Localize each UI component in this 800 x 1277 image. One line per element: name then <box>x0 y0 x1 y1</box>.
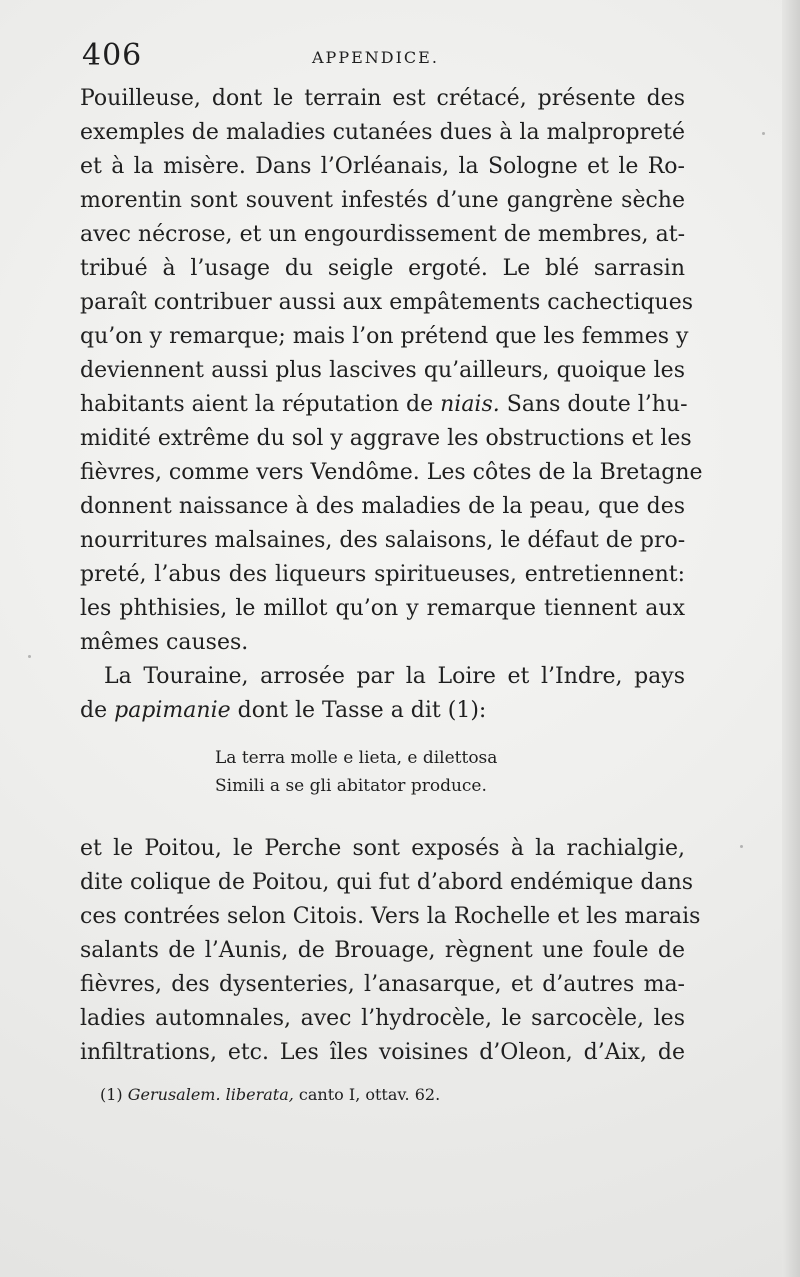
verse-line: La terra molle e lieta, e dilettosa <box>215 748 498 768</box>
italic-word: niais. <box>440 392 500 417</box>
text-line: les phthisies, le millot qu’on y remarque tiennent aux <box>80 596 685 621</box>
text-line: exemples de maladies cutanées dues à la malpropreté <box>80 120 685 145</box>
text-line: salants de l’Aunis, de Brouage, règnent une foule de <box>80 938 685 963</box>
text-line: ces contrées selon Citois. Vers la Rochelle et les marais <box>80 904 701 929</box>
paper-speck <box>740 845 743 848</box>
text-run: dont le Tasse a dit (1): <box>230 698 487 723</box>
text-line: La Touraine, arrosée par la Loire et l’Indre, pays <box>104 664 685 689</box>
text-line: nourritures malsaines, des salaisons, le défaut de pro- <box>80 528 686 553</box>
page-header <box>82 36 702 76</box>
text-run: de <box>80 698 115 723</box>
footnote-reference: canto I, ottav. 62. <box>293 1085 441 1104</box>
paper-speck <box>28 655 31 658</box>
running-head: APPENDICE. <box>312 48 439 67</box>
text-line: infiltrations, etc. Les îles voisines d’Oleon, d’Aix, de <box>80 1040 685 1065</box>
text-run: habitants aient la réputation de <box>80 392 441 417</box>
footnote-title: Gerusalem. liberata, <box>127 1085 294 1104</box>
text-line: qu’on y remarque; mais l’on prétend que les femmes y <box>80 324 689 349</box>
text-line: preté, l’abus des liqueurs spiritueuses, entretiennent: <box>80 562 685 587</box>
text-run: Sans doute l’hu- <box>499 392 688 417</box>
text-line: et le Poitou, le Perche sont exposés à la rachialgie, <box>80 836 685 861</box>
text-line: mêmes causes. <box>80 630 249 655</box>
footnote <box>100 1082 440 1108</box>
text-line: morentin sont souvent infestés d’une gangrène sèche <box>80 188 685 213</box>
paper-speck <box>762 132 765 135</box>
text-line: deviennent aussi plus lascives qu’ailleurs, quoique les <box>80 358 685 383</box>
paragraph-2 <box>80 832 701 1070</box>
footnote-marker: (1) <box>100 1085 128 1104</box>
text-line: dite colique de Poitou, qui fut d’abord endémique dans <box>80 870 694 895</box>
verse-line: Simili a se gli abitator produce. <box>215 776 487 796</box>
text-line: Pouilleuse, dont le terrain est crétacé, présente des <box>80 86 685 111</box>
paragraph-1 <box>80 82 703 728</box>
text-line: paraît contribuer aussi aux empâtements cachectiques <box>80 290 694 315</box>
text-line-with-italic <box>80 388 688 422</box>
italic-word: papimanie <box>114 698 231 723</box>
text-line: et à la misère. Dans l’Orléanais, la Sologne et le Ro- <box>80 154 685 179</box>
verse-quotation <box>215 744 535 800</box>
text-line: tribué à l’usage du seigle ergoté. Le blé sarrasin <box>80 256 685 281</box>
text-line: fièvres, des dysenteries, l’anasarque, et d’autres ma- <box>80 972 685 997</box>
text-line: donnent naissance à des maladies de la peau, que des <box>80 494 685 519</box>
text-line: avec nécrose, et un engourdissement de membres, at- <box>80 222 685 247</box>
page-number: 406 <box>82 38 143 73</box>
text-line: midité extrême du sol y aggrave les obstructions et les <box>80 426 692 451</box>
page-edge-shadow <box>782 0 800 1277</box>
text-line: ladies automnales, avec l’hydrocèle, le sarcocèle, les <box>80 1006 685 1031</box>
text-line: fièvres, comme vers Vendôme. Les côtes de la Bretagne <box>80 460 703 485</box>
text-line-with-italic <box>80 694 685 728</box>
